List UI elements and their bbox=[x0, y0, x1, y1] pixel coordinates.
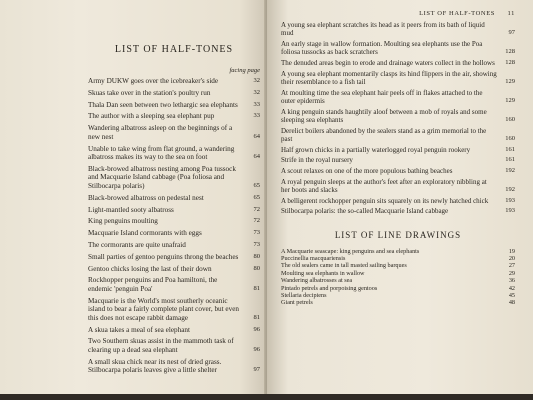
line-drawing-entry bbox=[281, 299, 515, 306]
entry-caption: Gentoo chicks losing the last of their down bbox=[88, 264, 212, 273]
entry-page-number: 36 bbox=[508, 277, 515, 285]
half-tones-list bbox=[88, 77, 260, 375]
entry-caption: Small parties of gentoo penguins throng the beaches bbox=[88, 252, 239, 261]
list-entry bbox=[281, 207, 515, 215]
entry-caption: King penguins moulting bbox=[88, 217, 158, 226]
entry-caption: Light-mantled sooty albatross bbox=[88, 205, 174, 214]
entry-caption: Giant petrels bbox=[281, 299, 313, 307]
entry-page-number: 45 bbox=[508, 292, 515, 300]
entry-page-number: 192 bbox=[505, 166, 515, 174]
entry-page-number: 128 bbox=[505, 48, 515, 56]
list-entry bbox=[281, 108, 515, 125]
entry-caption: The denuded areas begin to erode and drainage waters collect in the hollows bbox=[281, 58, 495, 67]
list-entry bbox=[281, 197, 515, 205]
entry-page-number: 97 bbox=[253, 366, 260, 374]
entry-page-number: 32 bbox=[253, 77, 260, 84]
list-entry bbox=[88, 101, 260, 110]
entry-page-number: 160 bbox=[505, 134, 515, 142]
line-drawing-entry bbox=[281, 248, 515, 255]
entry-caption: The cormorants are quite unafraid bbox=[88, 240, 186, 249]
entry-page-number: 160 bbox=[505, 115, 515, 123]
entry-page-number: 19 bbox=[508, 247, 515, 255]
right-page bbox=[267, 0, 533, 400]
entry-page-number: 129 bbox=[505, 96, 515, 104]
page-edge-shadow bbox=[0, 394, 533, 400]
list-entry bbox=[88, 206, 260, 215]
line-drawing-entry bbox=[281, 270, 515, 277]
list-entry bbox=[88, 265, 260, 274]
entry-caption: Unable to take wing from flat ground, a wandering albatross makes its way to the sea on foot bbox=[88, 144, 235, 162]
entry-page-number: 81 bbox=[253, 284, 260, 292]
list-entry bbox=[88, 145, 260, 162]
list-entry bbox=[88, 124, 260, 141]
line-drawing-entry bbox=[281, 292, 515, 299]
list-entry bbox=[88, 77, 260, 86]
entry-page-number: 73 bbox=[253, 229, 260, 237]
entry-caption: Black-browed albatross nesting among Poa tussock and Macquarie Island cabbage (Poa foliosa and Stilbocarpa polaris) bbox=[88, 164, 236, 191]
list-entry bbox=[88, 194, 260, 203]
entry-caption: The author with a sleeping sea elephant pup bbox=[88, 112, 215, 121]
list-entry bbox=[88, 112, 260, 121]
entry-caption: A small skua chick near its nest of dried grass. Stilbocarpa polaris leaves give a little shelter bbox=[88, 357, 222, 375]
list-entry bbox=[88, 358, 260, 375]
entry-page-number: 97 bbox=[508, 29, 515, 37]
entry-page-number: 64 bbox=[253, 153, 260, 161]
entry-page-number: 161 bbox=[505, 156, 515, 164]
entry-caption: Half grown chicks in a partially waterlogged royal penguin rookery bbox=[281, 145, 471, 154]
entry-caption: Macquarie Island cormorants with eggs bbox=[88, 229, 202, 238]
entry-caption: Army DUKW goes over the icebreaker's side bbox=[88, 77, 219, 85]
entry-caption: Two Southern skuas assist in the mammoth task of clearing up a dead sea elephant bbox=[88, 337, 234, 355]
running-head-title: LIST OF HALF-TONES bbox=[419, 10, 495, 17]
entry-caption: Moulting sea elephants in wallow bbox=[281, 269, 365, 277]
entry-page-number: 80 bbox=[253, 264, 260, 272]
entry-page-number: 80 bbox=[253, 252, 260, 260]
list-entry bbox=[88, 241, 260, 250]
list-entry bbox=[88, 165, 260, 191]
entry-caption: A young sea elephant momentarily clasps its hind flippers in the air, showing their resemblance to a fish tail bbox=[281, 69, 497, 86]
entry-page-number: 72 bbox=[253, 205, 260, 213]
entry-page-number: 73 bbox=[253, 240, 260, 248]
entry-caption: Wandering albatross asleep on the beginnings of a new nest bbox=[88, 124, 233, 141]
entry-page-number: 161 bbox=[505, 145, 515, 153]
entry-page-number: 193 bbox=[505, 196, 515, 204]
list-entry bbox=[281, 178, 515, 195]
list-entry bbox=[88, 276, 260, 293]
list-entry bbox=[281, 89, 515, 106]
entry-caption: A king penguin stands haughtily aloof between a mob of royals and some sleeping sea elephants bbox=[281, 107, 487, 124]
entry-caption: A skua takes a meal of sea elephant bbox=[88, 325, 190, 334]
list-entry bbox=[281, 59, 515, 67]
entry-caption: Stellaria decipiens bbox=[281, 292, 327, 300]
page-number: 11 bbox=[507, 10, 515, 17]
entry-page-number: 33 bbox=[253, 112, 260, 120]
entry-caption: Black-browed albatross on pedestal nest bbox=[88, 193, 204, 202]
entry-caption: Wandering albatrosses at sea bbox=[281, 277, 353, 285]
entry-caption: A Macquarie seascape: king penguins and sea elephants bbox=[281, 247, 420, 255]
entry-caption: Stilbocarpa polaris: the so-called Macquarie Island cabbage bbox=[281, 207, 449, 216]
list-entry bbox=[281, 40, 515, 57]
list-entry bbox=[88, 89, 260, 98]
entry-caption: A belligerent rockhopper penguin sits squarely on its newly hatched chick bbox=[281, 196, 489, 205]
entry-page-number: 65 bbox=[253, 182, 260, 190]
entry-caption: Rockhopper penguins and Poa hamiltoni, the endemic 'penguin Poa' bbox=[88, 276, 218, 293]
page-title: LIST OF HALF-TONES bbox=[114, 44, 234, 55]
entry-page-number: 32 bbox=[253, 88, 260, 96]
facing-page-label: facing page bbox=[229, 67, 260, 74]
running-head bbox=[281, 10, 515, 17]
list-entry bbox=[281, 127, 515, 144]
list-entry bbox=[88, 337, 260, 354]
entry-page-number: 96 bbox=[253, 325, 260, 333]
entry-page-number: 27 bbox=[508, 262, 515, 270]
entry-caption: Derelict boilers abandoned by the sealers stand as a grim memorial to the past bbox=[281, 126, 487, 143]
list-entry bbox=[88, 253, 260, 262]
entry-page-number: 48 bbox=[508, 299, 515, 307]
list-entry bbox=[281, 21, 515, 38]
entry-page-number: 65 bbox=[253, 193, 260, 201]
list-entry bbox=[281, 70, 515, 87]
list-entry bbox=[88, 297, 260, 323]
entry-page-number: 192 bbox=[505, 185, 515, 193]
entry-page-number: 81 bbox=[253, 313, 260, 321]
line-drawing-entry bbox=[281, 262, 515, 269]
entry-page-number: 129 bbox=[505, 77, 515, 85]
entry-page-number: 96 bbox=[253, 346, 260, 354]
list-entry bbox=[281, 156, 515, 164]
list-entry bbox=[88, 326, 260, 335]
entry-caption: An early stage in wallow formation. Moulting sea elephants use the Poa foliosa tussocks as back scratchers bbox=[281, 39, 483, 57]
entry-caption: Strife in the royal nursery bbox=[281, 156, 353, 165]
left-page bbox=[0, 0, 266, 400]
entry-caption: Skuas take over in the station's poultry run bbox=[88, 88, 211, 97]
line-drawings-list bbox=[281, 248, 515, 307]
entry-caption: Puccinellia macquariensis bbox=[281, 255, 346, 263]
entry-page-number: 193 bbox=[505, 207, 515, 215]
list-entry bbox=[88, 217, 260, 226]
line-drawing-entry bbox=[281, 277, 515, 284]
entry-caption: A scout relaxes on one of the more populous bathing beaches bbox=[281, 166, 453, 175]
entry-caption: Pintado petrels and porpoising gentoos bbox=[281, 284, 378, 292]
entry-caption: A royal penguin sleeps at the author's feet after an exploratory nibbling at her boots and slacks bbox=[281, 177, 487, 194]
list-entry bbox=[281, 167, 515, 175]
entry-page-number: 72 bbox=[253, 217, 260, 225]
line-drawing-entry bbox=[281, 285, 515, 292]
entry-page-number: 33 bbox=[253, 100, 260, 108]
line-drawings-title: LIST OF LINE DRAWINGS bbox=[334, 229, 462, 240]
entry-caption: Macquarie is the World's most southerly oceanic island to bear a fairly complete plant cover, but even this does not escape rabbit damage bbox=[88, 296, 239, 322]
entry-page-number: 128 bbox=[505, 58, 515, 66]
list-entry bbox=[88, 229, 260, 238]
list-entry bbox=[281, 146, 515, 154]
half-tones-list-continued bbox=[281, 21, 515, 216]
line-drawing-entry bbox=[281, 255, 515, 262]
entry-caption: At moulting time the sea elephant hair peels off in flakes attached to the outer epidermis bbox=[281, 88, 483, 105]
entry-caption: A young sea elephant scratches its head as it peers from its bath of liquid mud bbox=[281, 21, 485, 38]
entry-caption: Thala Dan seen between two lethargic sea elephants bbox=[88, 100, 238, 109]
entry-page-number: 42 bbox=[508, 284, 515, 292]
entry-page-number: 20 bbox=[508, 255, 515, 263]
entry-caption: The old sealers came in tall masted sailing barques bbox=[281, 262, 407, 270]
entry-page-number: 29 bbox=[508, 269, 515, 277]
entry-page-number: 64 bbox=[253, 132, 260, 140]
